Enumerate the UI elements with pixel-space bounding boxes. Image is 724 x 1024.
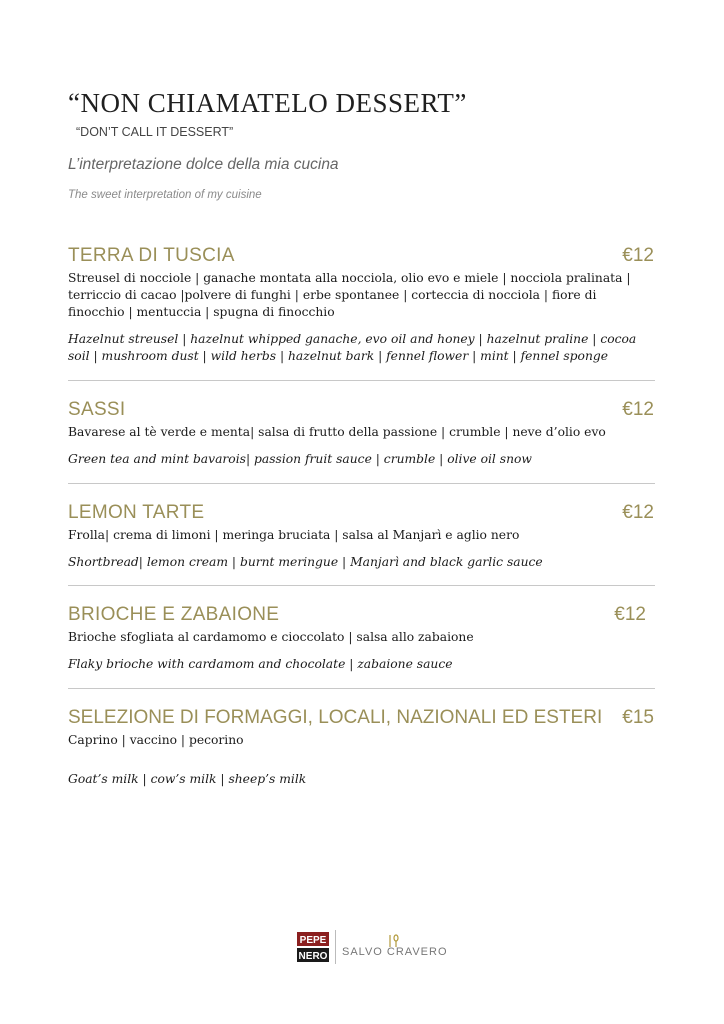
item-name: SASSI xyxy=(68,399,126,420)
divider xyxy=(68,585,655,586)
tagline-italian: L’interpretazione dolce della mia cucina xyxy=(68,156,339,173)
menu-subtitle: “DON’T CALL IT DESSERT” xyxy=(76,125,234,139)
item-description-english: Shortbread| lemon cream | burnt meringue | Manjarì and black garlic sauce xyxy=(68,555,543,569)
item-description-italian: Caprino | vaccino | pecorino xyxy=(68,733,244,747)
item-name: BRIOCHE E ZABAIONE xyxy=(68,604,280,625)
menu-item-sassi xyxy=(68,399,654,468)
item-description-english: Hazelnut streusel | hazelnut whipped ganache, evo oil and honey | hazelnut praline | cocoa soil | mushroom dust | wild herbs | hazelnut bark | fennel flower | mint | fennel sponge xyxy=(68,332,637,363)
item-name: LEMON TARTE xyxy=(68,502,205,523)
item-price: €12 xyxy=(622,245,654,266)
svg-text:NERO: NERO xyxy=(298,951,328,962)
item-description-italian: Brioche sfogliata al cardamomo e cioccolato | salsa allo zabaione xyxy=(68,630,474,644)
item-description-english: Flaky brioche with cardamom and chocolate | zabaione sauce xyxy=(68,657,453,671)
tagline-english: The sweet interpretation of my cuisine xyxy=(68,189,262,201)
logo-separator xyxy=(335,930,336,964)
divider xyxy=(68,380,655,381)
menu-item-terra-di-tuscia xyxy=(68,245,654,365)
item-name: SELEZIONE DI FORMAGGI, LOCALI, NAZIONALI ED ESTERI xyxy=(68,707,603,728)
pepe-nero-logo xyxy=(296,930,330,964)
footer-logos xyxy=(296,929,448,965)
item-price: €12 xyxy=(622,399,654,420)
item-description-english: Goat’s milk | cow’s milk | sheep’s milk xyxy=(68,772,307,786)
item-price: €12 xyxy=(622,502,654,523)
svg-text:PEPE: PEPE xyxy=(299,935,327,946)
item-description-italian: Streusel di nocciole | ganache montata alla nocciola, olio evo e miele | nocciola pralinata | terriccio di cacao |polvere di funghi | erbe spontanee | corteccia di nocciola | fiore di finocchio | mentuccia | spugna di finocchio xyxy=(68,271,631,319)
menu-title: “NON CHIAMATELO DESSERT” xyxy=(68,88,467,118)
item-description-english: Green tea and mint bavarois| passion fruit sauce | crumble | olive oil snow xyxy=(68,452,532,466)
salvo-cravero-logo: SALVO CRAVERO xyxy=(342,936,448,958)
item-description-italian: Bavarese al tè verde e menta| salsa di frutto della passione | crumble | neve d’olio evo xyxy=(68,425,606,439)
item-price: €12 xyxy=(614,604,646,625)
menu-item-selezione-di-formaggi xyxy=(68,707,654,788)
divider xyxy=(68,483,655,484)
menu-item-lemon-tarte xyxy=(68,502,654,571)
fork-spoon-icon xyxy=(386,934,400,948)
menu-item-brioche-e-zabaione xyxy=(68,604,646,673)
divider xyxy=(68,688,655,689)
item-description-italian: Frolla| crema di limoni | meringa bruciata | salsa al Manjarì e aglio nero xyxy=(68,528,520,542)
item-name: TERRA DI TUSCIA xyxy=(68,245,235,266)
item-price: €15 xyxy=(622,707,654,728)
